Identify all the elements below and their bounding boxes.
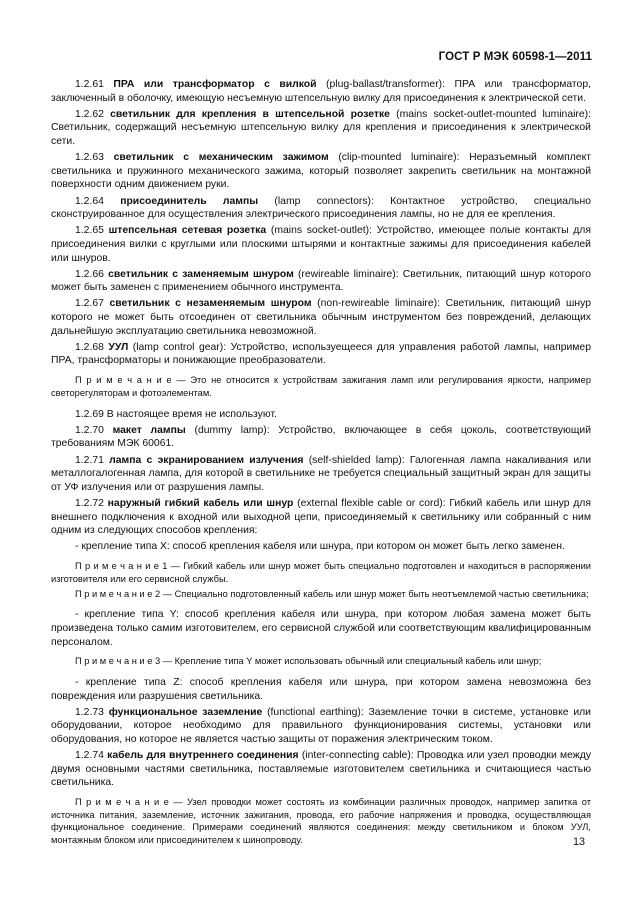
clause-term: лампа с экранированием излучения <box>109 454 304 466</box>
clause-text: (dummy lamp): Устройство, включающее в себя цоколь, соответствующий требованиям МЭК 60061. <box>51 424 591 450</box>
clause-1-2-63 <box>51 151 591 192</box>
clause-1-2-65 <box>51 224 591 265</box>
clause-text: (lamp connectors): Контактное устройство, специально сконструированное для осуществления электрического присоединения лампы, но не для ее крепления. <box>51 195 591 221</box>
clause-number: 1.2.71 <box>75 454 110 466</box>
note-label: П р и м е ч а н и е <box>75 796 169 807</box>
note-3 <box>51 655 591 668</box>
clause-1-2-66 <box>51 268 591 295</box>
fixing-type-x: - крепление типа X: способ крепления кабеля или шнура, при котором он может быть легко заменен. <box>75 541 565 553</box>
clause-1-2-64 <box>51 195 591 222</box>
document-header: ГОСТ Р МЭК 60598-1—2011 <box>438 51 592 63</box>
clause-1-2-70 <box>51 424 591 451</box>
clause-number: 1.2.70 <box>75 424 113 436</box>
fixing-type-z: - крепление типа Z: способ крепления кабеля или шнура, при котором замена невозможна без повреждения или разрушения светильника. <box>51 676 591 702</box>
clause-text: (inter-connecting cable): Проводка или узел проводки между двумя основными частями светильника, поставляемые изготовителем светильника и считающиеся частью светильника. <box>51 750 592 789</box>
clause-1-2-62 <box>51 108 591 149</box>
clause-term: наружный гибкий кабель или шнур <box>107 497 294 509</box>
clause-number: 1.2.67 <box>75 298 110 310</box>
note-text: 2 — Специально подготовленный кабель или шнур может быть неотъемлемой частью светильника; <box>152 588 589 599</box>
clause-1-2-68 <box>51 341 591 368</box>
clause-1-2-69: 1.2.69 В настоящее время не используют. <box>75 408 277 420</box>
clause-number: 1.2.65 <box>75 225 109 237</box>
note-text: — Узел проводки может состоять из комбинации различных проводок, например запитка от источника питания, заземление, источник зажигания, провода, его рабочие напряжения и проводка, осуществляющая функциональное соединение. Примерами соединений являются соединения: между светильником и блоком УУЛ, монтажным блоком или присоединителем к шинопроводу. <box>51 796 591 846</box>
note-text: 1 — Гибкий кабель или шнур может быть специально подготовлен и находиться в распоряжении изготовителя или его сервисной службы. <box>51 560 591 584</box>
clause-term: УУЛ <box>108 341 129 353</box>
clause-term: макет лампы <box>112 424 186 436</box>
clause-text: (external flexible cable or cord): Гибкий кабель или шнур для внешнего подключения к входной или выходной цепи, присоединяемый к светильнику или собранный с ним одним из следующих способов крепления: <box>51 497 591 537</box>
clause-number: 1.2.68 <box>75 341 109 353</box>
clause-1-2-67 <box>51 297 591 338</box>
clause-term: светильник с заменяемым шнуром <box>108 268 294 280</box>
note-1 <box>51 560 591 586</box>
clause-term: кабель для внутреннего соединения <box>107 750 299 762</box>
clause-text: (non-rewireable liminaire): Светильник, питающий шнур которого не может быть отсоединен от светильника обычным инструментом без повреждений, делающих дальнейшую эксплуатацию светильника невозможной. <box>51 298 591 337</box>
note-label: П р и м е ч а н и е <box>75 375 172 386</box>
note-text: — Это не относится к устройствам зажигания ламп или регулирования яркости, например светорегуляторам и фотоэлементам. <box>51 375 591 398</box>
clause-term: функциональное заземление <box>108 706 263 718</box>
note-2 <box>51 588 591 601</box>
clause-term: ПРА или трансформатор с вилкой <box>113 79 317 90</box>
clause-term: светильник для крепления в штепсельной розетке <box>110 108 390 120</box>
clause-1-2-71 <box>51 454 591 495</box>
clause-text: (self-shielded lamp): Галогенная лампа накаливания или металлогалогенная лампа, для которой в светильнике не требуется специальный защитный экран для защиты от УФ излучения или от разрушения лампы. <box>51 454 592 493</box>
clause-text: (mains socket-outlet): Устройство, имеющее полые контакты для присоединения вилки с круглыми или плоскими штырями и контактные зажимы для присоединения кабелей или шнуров. <box>51 225 592 264</box>
clause-number: 1.2.73 <box>75 706 109 718</box>
fixing-type-y: - крепление типа Y: способ крепления кабеля или шнура, при котором любая замена может быть произведена только самим изготовителем, его сервисной службой или соответствующим квалифицированным персоналом. <box>51 609 591 648</box>
clause-1-2-74 <box>51 749 591 790</box>
clause-number: 1.2.62 <box>75 108 111 120</box>
clause-term: штепсельная сетевая розетка <box>108 225 267 237</box>
clause-term: присоединитель лампы <box>120 195 259 207</box>
clause-number: 1.2.72 <box>75 497 108 509</box>
clause-1-2-73 <box>51 706 591 747</box>
note-1-2-68 <box>51 374 591 400</box>
note-label: П р и м е ч а н и е <box>75 588 153 599</box>
note-label: П р и м е ч а н и е <box>75 560 159 571</box>
note-label: П р и м е ч а н и е <box>75 656 153 667</box>
clause-number: 1.2.63 <box>75 152 114 164</box>
clause-number: 1.2.61 <box>75 79 114 90</box>
note-1-2-74 <box>51 796 591 847</box>
clause-text: (mains socket-outlet-mounted luminaire): Светильник, содержащий несъемную штепсельную вилку для крепления и присоединения к электрической сети. <box>51 108 592 147</box>
clause-number: 1.2.74 <box>75 750 108 762</box>
clause-1-2-61 <box>51 78 591 105</box>
clause-text: (rewireable liminaire): Светильник, питающий шнур которого может быть заменен с применением обычного инструмента. <box>51 268 591 294</box>
clause-number: 1.2.66 <box>75 268 109 280</box>
document-body <box>51 78 591 855</box>
note-text: 3 — Крепление типа Y может использовать обычный или специальный кабель или шнур; <box>152 656 542 667</box>
clause-number: 1.2.64 <box>75 195 121 207</box>
clause-term: светильник с незаменяемым шнуром <box>109 298 312 310</box>
clause-text: (functional earthing): Заземление точки в системе, установке или оборудовании, которое необходимо для правильного функционирования системы, установки или оборудования, но которое не является частью защиты от поражения электрическим током. <box>51 706 591 745</box>
clause-text: (plug-ballast/transformer): ПРА или трансформатор, заключенный в оболочку, имеющую несъемную штепсельную вилку для присоединения к электрической сети. <box>51 79 591 104</box>
clause-1-2-72 <box>51 497 591 538</box>
clause-term: светильник с механическим зажимом <box>113 152 329 164</box>
page-number: 13 <box>573 836 586 848</box>
clause-text: (clip-mounted luminaire): Неразъемный комплект светильника и пружинного механического зажима, который позволяет закрепить светильник на монтажной поверхности одним движением руки. <box>51 152 591 191</box>
clause-text: (lamp control gear): Устройство, используещееся для управления работой лампы, например ПРА, трансформаторы и понижающие преобразователи. <box>51 341 591 367</box>
